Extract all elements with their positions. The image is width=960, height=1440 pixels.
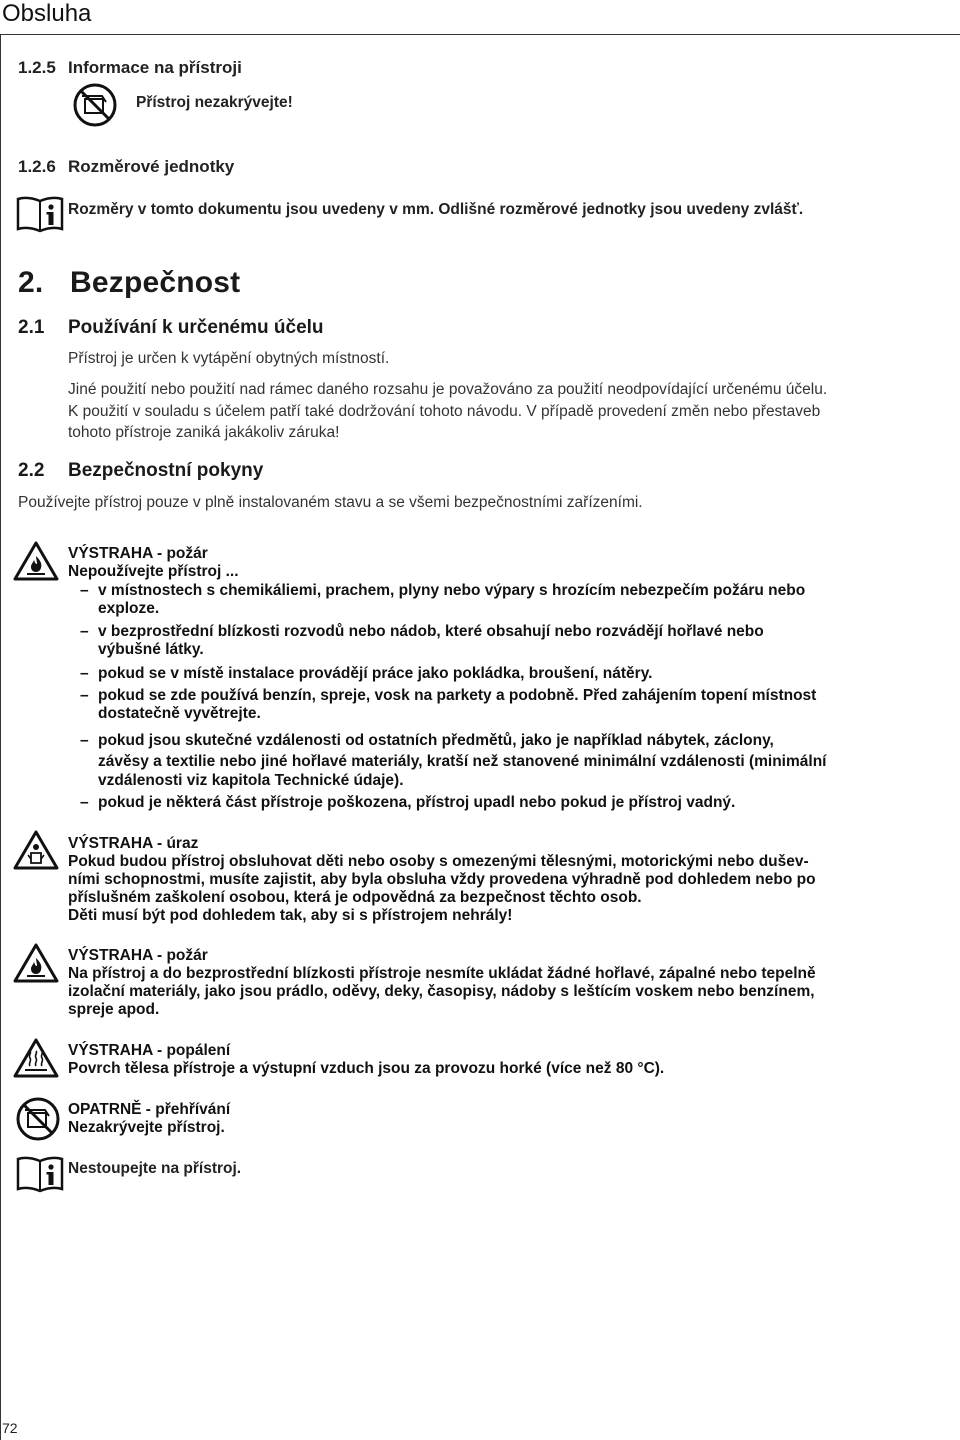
warning-line: spreje apod. — [68, 1001, 160, 1018]
warning-line: příslušném zaškolení osobou, která je odpovědná za bezpečnost těchto osob. — [68, 889, 642, 906]
list-dash: – — [80, 582, 89, 599]
info-book-icon — [16, 1155, 64, 1193]
section-heading-1-2-5 — [18, 58, 242, 78]
info-book-icon — [16, 195, 64, 233]
list-dash: – — [80, 687, 89, 704]
step-note: Nestoupejte na přístroj. — [68, 1160, 242, 1177]
section-title: Bezpečnostní pokyny — [68, 460, 264, 481]
warning-line: Pokud budou přístroj obsluhovat děti nebo osoby s omezenými tělesnými, motorickými nebo dušev- — [68, 853, 809, 870]
paragraph-line: tohoto přístroje zaniká jakákoliv záruka! — [68, 424, 340, 441]
list-text: dostatečně vyvětrejte. — [98, 705, 261, 722]
paragraph: Přístroj je určen k vytápění obytných místností. — [68, 350, 390, 367]
header-divider — [0, 34, 960, 35]
list-text: v místnostech s chemikáliemi, prachem, plyny nebo výpary s hrozícím nebezpečím požáru nebo — [98, 582, 806, 599]
warning-line: Děti musí být pod dohledem tak, aby si s přístrojem nehrály! — [68, 907, 513, 924]
fire-warning-icon — [13, 942, 59, 984]
section-number: 1.2.6 — [18, 157, 56, 176]
section-number: 1.2.5 — [18, 58, 56, 77]
list-dash: – — [80, 623, 89, 640]
chapter-title: Bezpečnost — [70, 266, 241, 299]
list-text: pokud se zde používá benzín, spreje, vosk na parkety a podobně. Před zahájením topení místnost — [98, 687, 817, 704]
section-heading-2-2 — [18, 460, 263, 482]
list-text: vzdálenosti viz kapitola Technické údaje). — [98, 772, 404, 789]
left-margin-rule — [0, 34, 1, 1440]
list-text: pokud je některá část přístroje poškozena, přístroj upadl nebo pokud je přístroj vadný. — [98, 794, 736, 811]
warning-title: VÝSTRAHA - popálení — [68, 1042, 231, 1059]
fire-warning-icon — [13, 540, 59, 582]
device-info-note: Přístroj nezakrývejte! — [136, 94, 293, 111]
chapter-heading — [18, 266, 240, 300]
section-title: Používání k určenému účelu — [68, 317, 324, 338]
section-number: 2.2 — [18, 460, 45, 481]
list-text: pokud jsou skutečné vzdálenosti od ostatních předmětů, jako je například nábytek, záclony, — [98, 732, 774, 749]
hot-surface-warning-icon — [13, 1037, 59, 1079]
no-cover-icon — [72, 82, 118, 128]
warning-title: VÝSTRAHA - úraz — [68, 835, 199, 852]
paragraph-line: K použití v souladu s účelem patří také dodržování tohoto návodu. V případě provedení změn nebo přestaveb — [68, 403, 821, 420]
section-heading-1-2-6 — [18, 157, 234, 177]
section-number: 2.1 — [18, 317, 45, 338]
section-title: Informace na přístroji — [68, 58, 242, 77]
warning-line: Povrch tělesa přístroje a výstupní vzduch jsou za provozu horké (více než 80 °C). — [68, 1060, 665, 1077]
person-warning-icon — [13, 829, 59, 871]
paragraph: Používejte přístroj pouze v plně instalovaném stavu a se všemi bezpečnostními zařízeními. — [18, 494, 643, 511]
caution-line: Nezakrývejte přístroj. — [68, 1119, 225, 1136]
section-heading-2-1 — [18, 317, 324, 339]
page-number: 72 — [2, 1420, 18, 1436]
warning-title: VÝSTRAHA - požár — [68, 545, 208, 562]
units-note: Rozměry v tomto dokumentu jsou uvedeny v mm. Odlišné rozměrové jednotky jsou uvedeny zvlášť. — [68, 201, 804, 218]
list-text: v bezprostřední blízkosti rozvodů nebo nádob, které obsahují nebo rozvádějí hořlavé nebo — [98, 623, 764, 640]
no-cover-icon — [15, 1096, 61, 1142]
warning-intro: Nepoužívejte přístroj ... — [68, 563, 239, 580]
list-text: exploze. — [98, 600, 160, 617]
list-dash: – — [80, 794, 89, 811]
section-title: Rozměrové jednotky — [68, 157, 235, 176]
page-title: Obsluha — [2, 0, 92, 27]
list-dash: – — [80, 665, 89, 682]
warning-title: VÝSTRAHA - požár — [68, 947, 208, 964]
warning-line: izolační materiály, jako jsou prádlo, oděvy, deky, časopisy, nádoby s leštícím voskem nebo benzínem, — [68, 983, 815, 1000]
chapter-number: 2. — [18, 266, 44, 299]
caution-title: OPATRNĚ - přehřívání — [68, 1101, 231, 1118]
list-text: závěsy a textilie nebo jiné hořlavé materiály, kratší než stanovené minimální vzdálenosti (minimální — [98, 753, 827, 770]
list-text: výbušné látky. — [98, 641, 204, 658]
list-text: pokud se v místě instalace provádějí práce jako pokládka, broušení, nátěry. — [98, 665, 653, 682]
paragraph-line: Jiné použití nebo použití nad rámec daného rozsahu je považováno za použití neodpovídající určenému účelu. — [68, 381, 828, 398]
list-dash: – — [80, 732, 89, 749]
warning-line: ními schopnostmi, musíte zajistit, aby byla obsluha vždy provedena výhradně pod dohledem nebo po — [68, 871, 816, 888]
warning-line: Na přístroj a do bezprostřední blízkosti přístroje nesmíte ukládat žádné hořlavé, zápalné nebo tepelně — [68, 965, 816, 982]
